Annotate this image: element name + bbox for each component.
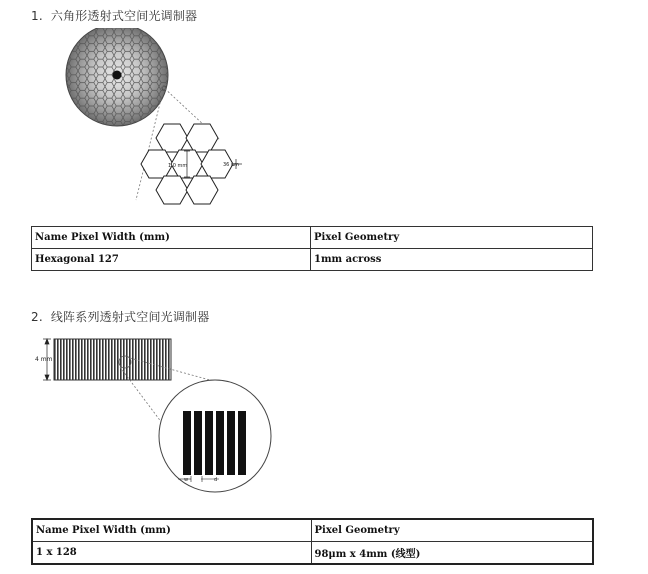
cell-name-pixel-width: 1 x 128 — [32, 542, 311, 565]
section1-title: 六角形透射式空间光调制器 — [50, 9, 198, 23]
magnified-view — [159, 380, 271, 492]
center-pixel — [113, 71, 122, 80]
table-header-row — [32, 227, 593, 249]
header-pixel-geometry: Pixel Geometry — [311, 227, 593, 249]
linear-array-slm-diagram — [33, 333, 283, 513]
width-label: w — [184, 477, 189, 483]
header-pixel-geometry: Pixel Geometry — [311, 519, 593, 542]
cell-pixel-geometry: 98μm x 4mm (线型) — [311, 542, 593, 565]
hexagonal-slm-diagram — [60, 28, 260, 218]
pixel-spacing-label: 1.0 mm — [168, 163, 188, 169]
cell-name-pixel-width: Hexagonal 127 — [32, 249, 311, 271]
table-row — [32, 249, 593, 271]
header-name-pixel-width: Name Pixel Width (mm) — [32, 519, 311, 542]
linear-array-strip — [54, 339, 171, 380]
hex-array-disc — [66, 28, 168, 126]
section1-number: 1. — [31, 9, 43, 23]
section2-spec-table — [31, 518, 594, 565]
section1-heading — [31, 7, 197, 24]
section2-number: 2. — [31, 310, 43, 324]
cell-pixel-geometry: 1mm across — [311, 249, 593, 271]
section2-heading — [31, 308, 209, 325]
pixel-gap-label: 36 μm — [223, 162, 240, 168]
header-name-pixel-width: Name Pixel Width (mm) — [32, 227, 311, 249]
table-header-row — [32, 519, 593, 542]
section2-title: 线阵系列透射式空间光调制器 — [50, 310, 210, 324]
height-label: 4 mm — [35, 356, 53, 363]
gap-label: d — [214, 477, 218, 483]
table-row — [32, 542, 593, 565]
section1-spec-table — [31, 226, 593, 271]
